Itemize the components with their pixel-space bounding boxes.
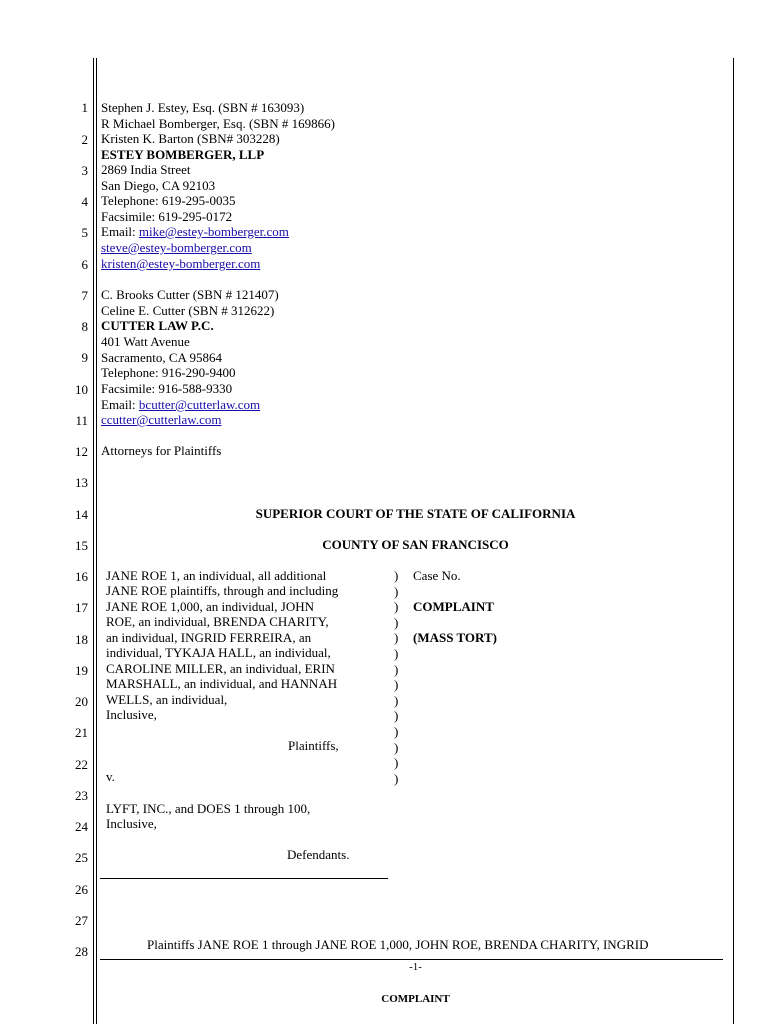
attorney-name: Celine E. Cutter (SBN # 312622) xyxy=(101,303,275,318)
line-number: 21 xyxy=(75,725,88,740)
line-number: 12 xyxy=(75,444,88,459)
left-margin-rule-outer xyxy=(93,58,94,1024)
email-line xyxy=(101,397,260,413)
line-number: 6 xyxy=(81,257,88,272)
line-number: 4 xyxy=(81,194,88,209)
plaintiffs-label: Plaintiffs, xyxy=(288,738,339,753)
page-number: -1- xyxy=(409,961,422,973)
line-number: 10 xyxy=(75,382,88,397)
attorneys-for: Attorneys for Plaintiffs xyxy=(101,443,222,458)
facsimile: Facsimile: 916-588-9330 xyxy=(101,381,233,396)
footer-title: COMPLAINT xyxy=(381,993,450,1005)
email-link[interactable]: ccutter@cutterlaw.com xyxy=(101,412,222,427)
plaintiff-line: JANE ROE plaintiffs, through and including xyxy=(106,583,339,598)
line-number: 25 xyxy=(75,850,88,865)
plaintiff-line: an individual, INGRID FERREIRA, an xyxy=(106,630,312,645)
line-number: 22 xyxy=(75,757,88,772)
footer-rule xyxy=(100,959,723,960)
defendants-label: Defendants. xyxy=(287,847,350,862)
court-name: SUPERIOR COURT OF THE STATE OF CALIFORNIA xyxy=(255,506,576,521)
line-number: 11 xyxy=(75,413,88,428)
email-link[interactable]: kristen@estey-bomberger.com xyxy=(101,256,261,271)
versus: v. xyxy=(106,769,115,784)
email-label: Email: xyxy=(101,224,139,239)
firm-name: CUTTER LAW P.C. xyxy=(101,318,214,333)
line-number: 13 xyxy=(75,475,88,490)
line-number: 23 xyxy=(75,788,88,803)
line-number: 1 xyxy=(81,100,88,115)
line-number: 14 xyxy=(75,507,88,522)
email-link[interactable]: steve@estey-bomberger.com xyxy=(101,240,252,255)
plaintiff-line: CAROLINE MILLER, an individual, ERIN xyxy=(106,661,335,676)
plaintiff-line: MARSHALL, an individual, and HANNAH xyxy=(106,676,338,691)
line-number: 18 xyxy=(75,632,88,647)
court-county: COUNTY OF SAN FRANCISCO xyxy=(322,537,509,552)
telephone: Telephone: 916-290-9400 xyxy=(101,365,236,380)
line-number: 28 xyxy=(75,944,88,959)
left-margin-rule-inner xyxy=(96,58,97,1024)
line-number: 3 xyxy=(81,163,88,178)
right-margin-rule xyxy=(733,58,734,1024)
body-paragraph: Plaintiffs JANE ROE 1 through JANE ROE 1,000, JOHN ROE, BRENDA CHARITY, INGRID xyxy=(147,937,649,952)
document-subtitle: (MASS TORT) xyxy=(413,630,497,645)
firm-name: ESTEY BOMBERGER, LLP xyxy=(101,147,265,162)
plaintiff-line: JANE ROE 1, an individual, all additional xyxy=(106,568,327,583)
line-number: 2 xyxy=(81,132,88,147)
email-link[interactable]: mike@estey-bomberger.com xyxy=(138,224,289,239)
telephone: Telephone: 619-295-0035 xyxy=(101,193,236,208)
firm-address: Sacramento, CA 95864 xyxy=(101,350,222,365)
line-number: 16 xyxy=(75,569,88,584)
attorney-name: Kristen K. Barton (SBN# 303228) xyxy=(101,131,280,146)
firm-address: 2869 India Street xyxy=(101,162,191,177)
line-number: 24 xyxy=(75,819,88,834)
plaintiff-line: JANE ROE 1,000, an individual, JOHN xyxy=(106,599,314,614)
facsimile: Facsimile: 619-295-0172 xyxy=(101,209,233,224)
firm-address: 401 Watt Avenue xyxy=(101,334,190,349)
line-number: 17 xyxy=(75,600,88,615)
defendant-line: LYFT, INC., and DOES 1 through 100, xyxy=(106,801,311,816)
line-number: 9 xyxy=(81,350,88,365)
attorney-name: C. Brooks Cutter (SBN # 121407) xyxy=(101,287,279,302)
plaintiff-line: individual, TYKAJA HALL, an individual, xyxy=(106,645,331,660)
attorney-name: R Michael Bomberger, Esq. (SBN # 169866) xyxy=(101,116,335,131)
email-label: Email: xyxy=(101,397,139,412)
plaintiff-line: ROE, an individual, BRENDA CHARITY, xyxy=(106,614,329,629)
firm-address: San Diego, CA 92103 xyxy=(101,178,216,193)
line-number: 7 xyxy=(81,288,88,303)
plaintiff-line: WELLS, an individual, xyxy=(106,692,228,707)
plaintiff-line: Inclusive, xyxy=(106,707,157,722)
caption-divider xyxy=(100,878,388,879)
document-title: COMPLAINT xyxy=(413,599,494,614)
line-number: 5 xyxy=(81,225,88,240)
line-number: 20 xyxy=(75,694,88,709)
line-number: 27 xyxy=(75,913,88,928)
case-number: Case No. xyxy=(413,568,461,583)
caption-parentheses: ) ) ) ) ) ) ) ) ) ) ) ) ) ) xyxy=(394,568,399,786)
line-number: 15 xyxy=(75,538,88,553)
defendant-line: Inclusive, xyxy=(106,816,157,831)
email-line xyxy=(101,224,289,240)
email-link[interactable]: bcutter@cutterlaw.com xyxy=(138,397,261,412)
attorney-name: Stephen J. Estey, Esq. (SBN # 163093) xyxy=(101,100,305,115)
line-number: 26 xyxy=(75,882,88,897)
line-number: 19 xyxy=(75,663,88,678)
line-number: 8 xyxy=(81,319,88,334)
